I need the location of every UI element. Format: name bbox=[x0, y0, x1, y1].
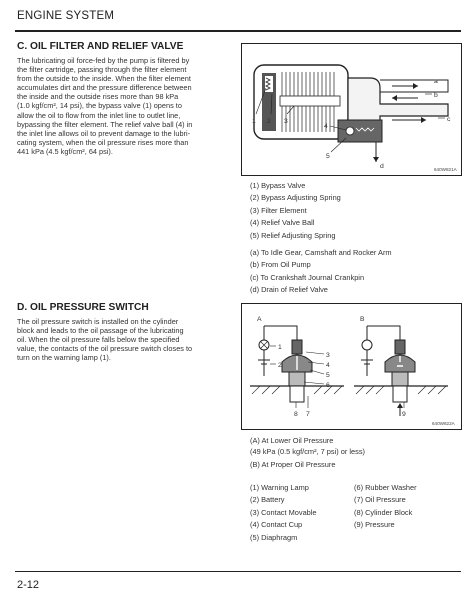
arrow-head-icon bbox=[413, 83, 418, 89]
list-item: (4) Contact Cup bbox=[250, 520, 303, 530]
section-d-parts-list-right bbox=[354, 482, 417, 532]
text-line: The oil pressure switch is installed on the cylinder bbox=[17, 317, 179, 326]
switch-terminal-b bbox=[395, 340, 405, 354]
section-c-title: C. OIL FILTER AND RELIEF VALVE bbox=[17, 41, 184, 52]
callout-b: b bbox=[434, 92, 438, 99]
callout-1: 1 bbox=[252, 118, 256, 125]
callout-d: d bbox=[380, 163, 384, 170]
section-d-paragraph bbox=[17, 317, 237, 362]
section-header: ENGINE SYSTEM bbox=[17, 10, 115, 22]
text-line: the inlet line allows oil to prevent damage to the lubri- bbox=[17, 128, 191, 138]
list-item: (c) To Crankshaft Journal Crankpin bbox=[250, 272, 365, 282]
section-c-paragraph bbox=[17, 56, 237, 156]
text-line: The lubricating oil force-fed by the pump is filtered by bbox=[17, 56, 190, 65]
callout-1: 1 bbox=[278, 344, 282, 351]
oil-passage-b bbox=[393, 386, 407, 402]
figure-code: 640W821A bbox=[434, 167, 457, 172]
text-line: turn on the warning lamp (1). bbox=[17, 353, 111, 363]
list-item: (4) Relief Valve Ball bbox=[250, 218, 315, 228]
panel-a-label: A bbox=[257, 316, 262, 323]
text-line: from the outside to the inside. When the filter element bbox=[17, 74, 191, 84]
callout-c: c bbox=[447, 116, 451, 123]
page-number: 2-12 bbox=[17, 579, 40, 591]
text-line: block and leads to the oil passage of the lubricating bbox=[17, 326, 184, 336]
list-item: (49 kPa (0.5 kgf/cm², 7 psi) or less) bbox=[250, 446, 365, 456]
arrow-head-icon bbox=[421, 117, 426, 123]
list-item: (3) Contact Movable bbox=[250, 507, 317, 517]
oil-passage-a bbox=[290, 386, 304, 402]
text-line: 441 kPa (4.5 kgf/cm², 64 psi). bbox=[17, 146, 113, 156]
callout-5: 5 bbox=[326, 372, 330, 379]
callout-9: 9 bbox=[402, 411, 406, 418]
callout-2: 2 bbox=[278, 362, 282, 369]
text-line: oil. When the oil pressure falls below the specified bbox=[17, 335, 180, 345]
text-line: allow the oil to flow from the inlet line to outlet line, bbox=[17, 110, 181, 120]
callout-2: 2 bbox=[267, 118, 271, 125]
relief-valve-body bbox=[338, 120, 382, 142]
text-line: bypassing the filter element. The relief valve ball (4) in bbox=[17, 119, 193, 129]
oil-filter-drawing bbox=[242, 44, 461, 175]
list-item: (6) Rubber Washer bbox=[354, 483, 417, 492]
list-item: (5) Diaphragm bbox=[250, 532, 298, 542]
arrow-head-icon bbox=[397, 403, 403, 408]
list-item: (8) Cylinder Block bbox=[354, 507, 413, 517]
callout-6: 6 bbox=[326, 382, 330, 389]
list-item: (5) Relief Adjusting Spring bbox=[250, 230, 336, 240]
panel-b-label: B bbox=[360, 316, 365, 323]
list-item: (a) To Idle Gear, Camshaft and Rocker Arm bbox=[250, 248, 392, 257]
callout-4: 4 bbox=[326, 362, 330, 369]
relief-ball-icon bbox=[346, 127, 354, 135]
footer-rule bbox=[15, 571, 461, 572]
oil-pressure-switch-diagram bbox=[241, 303, 462, 430]
text-line: cating system, when the oil pressure rises more than bbox=[17, 137, 189, 147]
section-d-title: D. OIL PRESSURE SWITCH bbox=[17, 302, 149, 313]
list-item: (b) From Oil Pump bbox=[250, 260, 311, 270]
switch-stem-a bbox=[289, 372, 305, 386]
center-tube bbox=[280, 96, 340, 106]
text-line: (1.0 kgf/cm², 14 psi), the bypass valve (1) opens to bbox=[17, 101, 182, 111]
section-c-parts-list bbox=[250, 180, 341, 242]
arrow-head-icon bbox=[392, 95, 397, 101]
list-item: (d) Drain of Relief Valve bbox=[250, 285, 328, 295]
list-item: (2) Battery bbox=[250, 495, 285, 505]
callout-7: 7 bbox=[306, 411, 310, 418]
list-item: (1) Bypass Valve bbox=[250, 181, 306, 190]
figure-code: 640W822A bbox=[432, 421, 455, 426]
callout-8: 8 bbox=[294, 411, 298, 418]
list-item: (3) Filter Element bbox=[250, 205, 307, 215]
list-item: (7) Oil Pressure bbox=[354, 495, 406, 505]
header-rule bbox=[15, 30, 461, 32]
switch-stem-b bbox=[392, 372, 408, 386]
section-d-parts-list-left bbox=[250, 482, 317, 544]
switch-terminal-a bbox=[292, 340, 302, 354]
text-line: accumulates dirt and the pressure difference between bbox=[17, 83, 192, 93]
callout-a: a bbox=[434, 78, 438, 85]
callout-5: 5 bbox=[326, 153, 330, 160]
warning-lamp-icon bbox=[362, 340, 372, 350]
text-line: value, the contacts of the oil pressure switch closes to bbox=[17, 344, 193, 354]
text-line: the inside and the outside rises more than 98 kPa bbox=[17, 92, 179, 102]
list-item: (A) At Lower Oil Pressure bbox=[250, 436, 334, 445]
list-item: (1) Warning Lamp bbox=[250, 483, 309, 492]
list-item: (2) Bypass Adjusting Spring bbox=[250, 193, 341, 203]
list-item: (9) Pressure bbox=[354, 520, 395, 530]
oil-pressure-switch-drawing bbox=[242, 304, 461, 429]
callout-4: 4 bbox=[324, 123, 328, 130]
section-c-flow-list bbox=[250, 247, 392, 297]
text-line: the filter cartridge, passing through the filter element bbox=[17, 65, 187, 75]
list-item: (B) At Proper Oil Pressure bbox=[250, 460, 336, 470]
section-d-conditions-list bbox=[250, 436, 365, 471]
callout-3: 3 bbox=[284, 118, 288, 125]
arrow-head-icon bbox=[373, 157, 379, 162]
callout-3: 3 bbox=[326, 352, 330, 359]
oil-filter-diagram bbox=[241, 43, 462, 176]
